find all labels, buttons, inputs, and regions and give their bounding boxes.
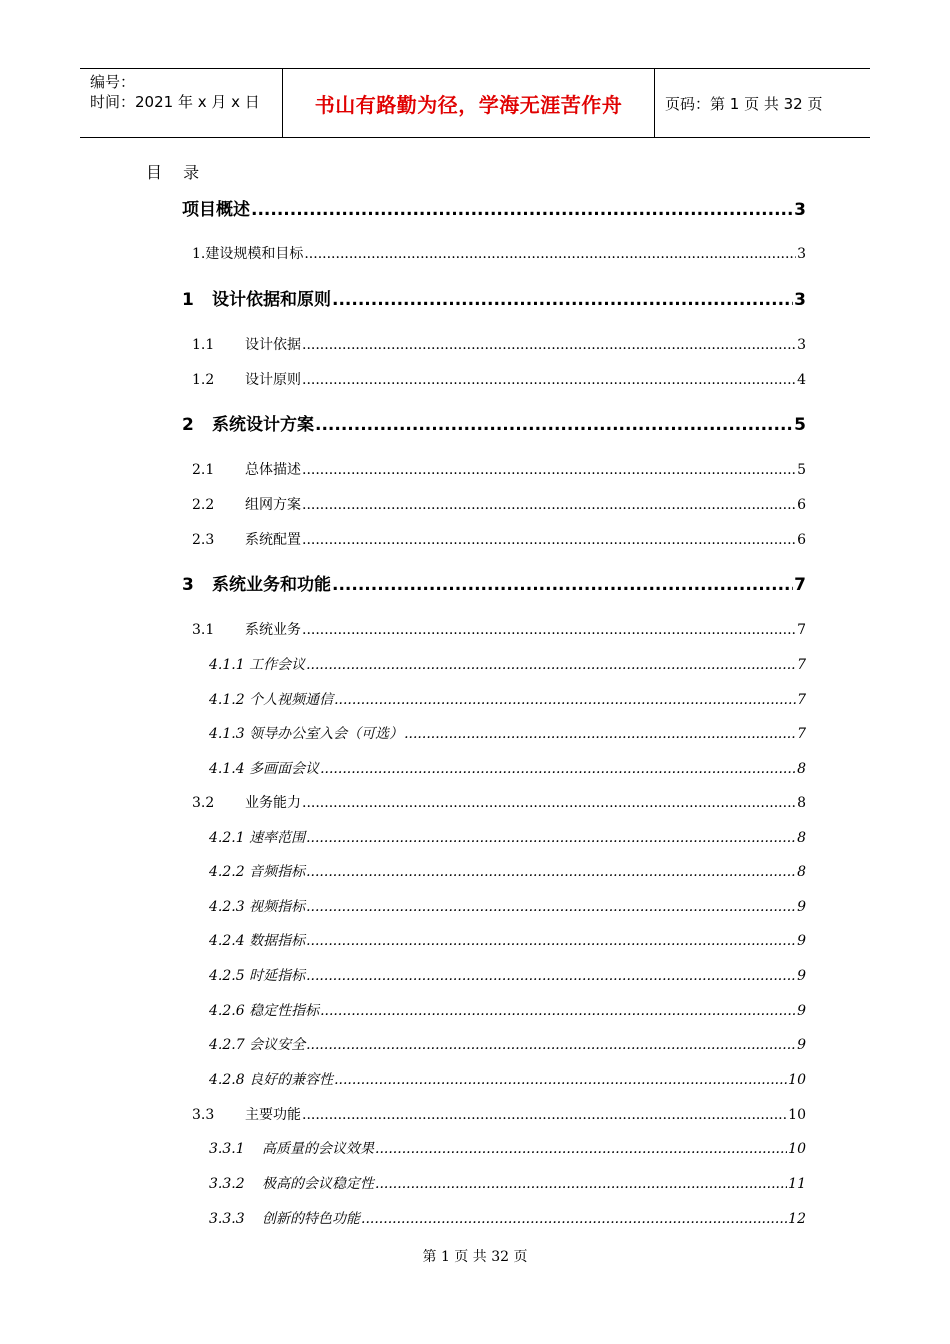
- toc-entry-text: 项目概述: [182, 200, 250, 220]
- toc-entry-number: 1.1: [192, 337, 215, 353]
- toc-entry-page: 9: [797, 933, 806, 949]
- toc-entry[interactable]: [209, 1000, 806, 1020]
- toc-entry-number: 1.2: [192, 372, 215, 388]
- toc-entry-text: 4.2.6 稳定性指标: [209, 1003, 320, 1019]
- toc-entry-page: 9: [797, 899, 806, 915]
- toc-entry-text: 设计依据: [245, 337, 301, 353]
- toc-entry[interactable]: [192, 334, 806, 354]
- toc-leader: [320, 761, 796, 777]
- toc-entry-text: 设计依据和原则: [212, 290, 331, 310]
- toc-leader: [332, 290, 793, 310]
- toc-leader: [332, 575, 793, 595]
- toc-title: 目 录: [146, 163, 208, 182]
- toc-leader: [375, 1141, 787, 1157]
- toc-entry-page: 7: [797, 692, 806, 708]
- toc-entry[interactable]: [182, 195, 806, 220]
- toc-entry-page: 4: [797, 372, 806, 388]
- toc-entry[interactable]: [209, 1208, 806, 1228]
- toc-leader: [302, 622, 796, 638]
- toc-entry-number: 3.3.2: [209, 1176, 245, 1192]
- toc-leader: [302, 532, 796, 548]
- toc-entry-text: 4.1.3 领导办公室入会（可选）: [209, 726, 404, 742]
- toc-entry-page: 5: [794, 415, 806, 435]
- toc-entry[interactable]: [192, 369, 806, 389]
- toc-entry-text: 设计原则: [245, 372, 301, 388]
- toc-entry-page: 6: [797, 532, 806, 548]
- page-footer: 第 1 页 共 32 页: [422, 1249, 528, 1265]
- toc-entry-text: 系统配置: [245, 532, 301, 548]
- toc-entry-text: 高质量的会议效果: [262, 1141, 374, 1157]
- toc-leader: [334, 1072, 787, 1088]
- toc-leader: [306, 933, 796, 949]
- toc-entry[interactable]: [192, 1104, 806, 1124]
- toc-entry[interactable]: [209, 1173, 806, 1193]
- toc-entry-text: 4.2.5 时延指标: [209, 968, 306, 984]
- toc-entry[interactable]: [209, 1138, 806, 1158]
- toc-entry-page: 7: [797, 726, 806, 742]
- toc-leader: [302, 497, 796, 513]
- toc-leader: [315, 415, 793, 435]
- toc-entry-page: 10: [788, 1072, 806, 1088]
- toc-entry-page: 12: [788, 1211, 806, 1227]
- toc-entry-text: 创新的特色功能: [262, 1211, 360, 1227]
- toc-entry-page: 8: [797, 864, 806, 880]
- toc-entry-text: 业务能力: [245, 795, 301, 811]
- toc-entry-text: 4.1.4 多画面会议: [209, 761, 320, 777]
- toc-entry-page: 8: [797, 830, 806, 846]
- toc-entry[interactable]: [192, 792, 806, 812]
- toc-leader: [306, 899, 796, 915]
- toc-entry-number: 2: [182, 415, 194, 435]
- toc-entry[interactable]: [192, 459, 806, 479]
- toc-entry-page: 5: [797, 462, 806, 478]
- toc-entry-text: 4.1.1 工作会议: [209, 657, 306, 673]
- serial-label: 编号：: [90, 73, 136, 91]
- toc-entry-page: 11: [788, 1176, 806, 1192]
- toc-entry-page: 3: [794, 200, 806, 220]
- toc-entry-number: 3.3: [192, 1107, 215, 1123]
- toc-leader: [361, 1211, 787, 1227]
- toc-entry-number: 3.3.1: [209, 1141, 245, 1157]
- toc-entry-number: 3: [182, 575, 194, 595]
- toc-leader: [334, 692, 796, 708]
- toc-entry[interactable]: [192, 619, 806, 639]
- toc-entry[interactable]: [209, 861, 806, 881]
- toc-leader: [306, 657, 796, 673]
- toc-entry-page: 10: [788, 1107, 806, 1123]
- toc-entry-text: 极高的会议稳定性: [262, 1176, 374, 1192]
- toc-entry-page: 9: [797, 1003, 806, 1019]
- toc-leader: [306, 968, 796, 984]
- toc-entry[interactable]: [182, 410, 806, 435]
- toc-entry-number: 2.1: [192, 462, 215, 478]
- toc-entry[interactable]: [209, 689, 806, 709]
- toc-leader: [302, 795, 796, 811]
- toc-entry-text: 系统设计方案: [212, 415, 314, 435]
- toc-entry-number: 2.3: [192, 532, 215, 548]
- toc-entry-page: 3: [794, 290, 806, 310]
- toc-leader: [302, 337, 796, 353]
- toc-entry-page: 9: [797, 968, 806, 984]
- toc-entry-page: 7: [794, 575, 806, 595]
- toc-leader: [302, 372, 796, 388]
- toc-entry-page: 6: [797, 497, 806, 513]
- toc-entry[interactable]: [209, 930, 806, 950]
- toc-entry[interactable]: [192, 243, 806, 263]
- toc-entry-text: 4.2.7 会议安全: [209, 1037, 306, 1053]
- toc-entry[interactable]: [192, 494, 806, 514]
- toc-leader: [306, 830, 796, 846]
- toc-entry-text: 系统业务: [245, 622, 301, 638]
- toc-entry-page: 3: [797, 246, 806, 262]
- toc-leader: [320, 1003, 796, 1019]
- toc-entry-page: 9: [797, 1037, 806, 1053]
- toc-entry[interactable]: [209, 827, 806, 847]
- toc-entry-text: 1.建设规模和目标: [192, 246, 304, 262]
- toc-entry[interactable]: [209, 1069, 806, 1089]
- toc-entry-text: 4.2.2 音频指标: [209, 864, 306, 880]
- header-motto: 书山有路勤为径，学海无涯苦作舟: [282, 69, 655, 137]
- toc-entry-page: 7: [797, 657, 806, 673]
- toc-entry-number: 3.2: [192, 795, 215, 811]
- toc-entry-number: 2.2: [192, 497, 215, 513]
- toc-entry-page: 8: [797, 795, 806, 811]
- toc-entry-page: 3: [797, 337, 806, 353]
- time-label: 时间：2021 年 x 月 x 日: [90, 93, 260, 111]
- toc-entry[interactable]: [209, 654, 806, 674]
- toc-entry-text: 组网方案: [245, 497, 301, 513]
- toc-entry[interactable]: [209, 965, 806, 985]
- toc-entry[interactable]: [182, 570, 806, 595]
- toc-entry-number: 1: [182, 290, 194, 310]
- header-page-info: 页码：第 1 页 共 32 页: [665, 94, 823, 113]
- toc-leader: [251, 200, 793, 220]
- toc-entry-number: 3.3.3: [209, 1211, 245, 1227]
- page-header: [80, 68, 870, 138]
- toc-entry-text: 总体描述: [245, 462, 301, 478]
- toc-entry[interactable]: [209, 1034, 806, 1054]
- toc-entry-text: 4.2.3 视频指标: [209, 899, 306, 915]
- header-meta: [80, 69, 282, 137]
- toc-entry[interactable]: [182, 285, 806, 310]
- toc-entry[interactable]: [209, 758, 806, 778]
- toc-leader: [306, 864, 796, 880]
- toc-entry[interactable]: [209, 896, 806, 916]
- toc-entry-text: 4.2.8 良好的兼容性: [209, 1072, 334, 1088]
- toc-entry-page: 7: [797, 622, 806, 638]
- toc-entry-page: 10: [788, 1141, 806, 1157]
- toc-leader: [375, 1176, 787, 1192]
- toc-entry[interactable]: [209, 723, 806, 743]
- toc-entry-text: 4.2.4 数据指标: [209, 933, 306, 949]
- toc-leader: [306, 1037, 796, 1053]
- toc-leader: [304, 246, 796, 262]
- toc-leader: [302, 462, 796, 478]
- toc-entry-text: 4.2.1 速率范围: [209, 830, 306, 846]
- toc-entry-page: 8: [797, 761, 806, 777]
- toc-leader: [302, 1107, 787, 1123]
- toc-leader: [404, 726, 796, 742]
- toc-entry-number: 3.1: [192, 622, 215, 638]
- toc-entry-text: 主要功能: [245, 1107, 301, 1123]
- toc-entry[interactable]: [192, 529, 806, 549]
- toc-entry-text: 4.1.2 个人视频通信: [209, 692, 334, 708]
- toc-entry-text: 系统业务和功能: [212, 575, 331, 595]
